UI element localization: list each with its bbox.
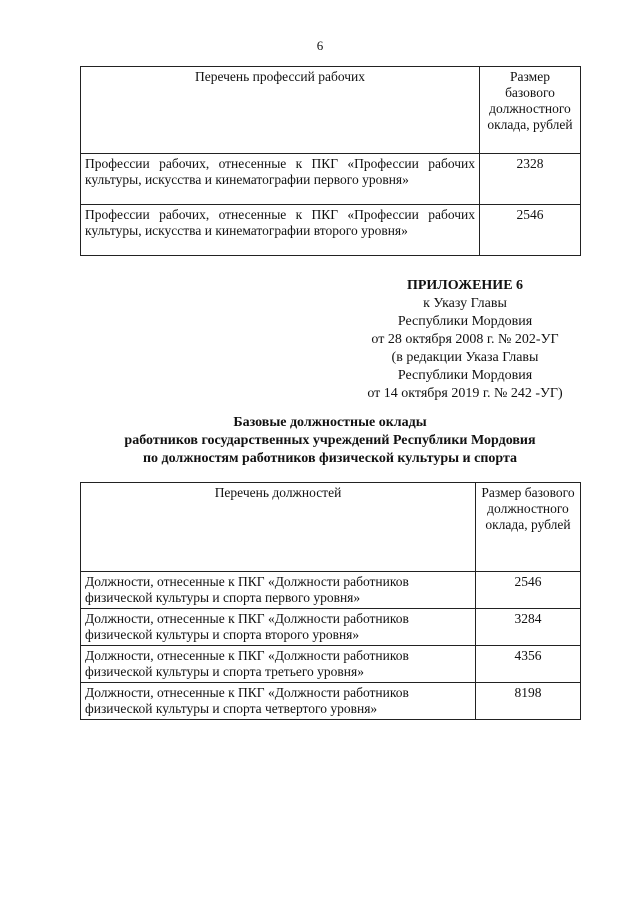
salary-value: 4356	[476, 646, 581, 683]
heading-line: Базовые должностные оклады	[233, 415, 427, 430]
appendix-line: от 14 октября 2019 г. № 242 -УГ)	[367, 386, 563, 401]
salary-value: 3284	[476, 609, 581, 646]
table-header-row	[81, 483, 581, 572]
table-row	[81, 205, 581, 256]
appendix-line: Республики Мордовия	[397, 314, 533, 329]
profession-name: Профессии рабочих, отнесенные к ПКГ «Профессии рабочих культуры, искусства и кинематографии первого уровня»	[81, 154, 480, 205]
table-row	[81, 683, 581, 720]
table-row	[81, 609, 581, 646]
heading-line: по должностям работников физической культуры и спорта	[142, 451, 518, 466]
appendix-line: к Указу Главы	[423, 296, 507, 311]
appendix-block	[330, 277, 600, 403]
appendix-line: от 28 октября 2008 г. № 202-УГ	[371, 332, 559, 347]
column-header-salary: Размер базового должностного оклада, рублей	[476, 483, 581, 572]
table-header-row	[81, 67, 581, 154]
appendix-title: ПРИЛОЖЕНИЕ 6	[406, 278, 524, 293]
salary-value: 2546	[476, 572, 581, 609]
salary-value: 8198	[476, 683, 581, 720]
salary-value: 2546	[480, 205, 581, 256]
salary-value: 2328	[480, 154, 581, 205]
position-name: Должности, отнесенные к ПКГ «Должности работников физической культуры и спорта первого уровня»	[81, 572, 476, 609]
column-header-positions: Перечень должностей	[81, 483, 476, 572]
position-name: Должности, отнесенные к ПКГ «Должности работников физической культуры и спорта четвертого уровня»	[81, 683, 476, 720]
sports-positions-table	[80, 482, 581, 720]
worker-professions-table	[80, 66, 581, 256]
appendix-line: (в редакции Указа Главы	[391, 350, 539, 365]
table-row	[81, 572, 581, 609]
table-row	[81, 154, 581, 205]
table-row	[81, 646, 581, 683]
profession-name: Профессии рабочих, отнесенные к ПКГ «Профессии рабочих культуры, искусства и кинематографии второго уровня»	[81, 205, 480, 256]
column-header-professions: Перечень профессий рабочих	[81, 67, 480, 154]
section-heading	[80, 414, 580, 468]
position-name: Должности, отнесенные к ПКГ «Должности работников физической культуры и спорта второго уровня»	[81, 609, 476, 646]
position-name: Должности, отнесенные к ПКГ «Должности работников физической культуры и спорта третьего уровня»	[81, 646, 476, 683]
heading-line: работников государственных учреждений Республики Мордовия	[124, 433, 536, 448]
appendix-line: Республики Мордовия	[397, 368, 533, 383]
page-number: 6	[316, 38, 324, 53]
column-header-salary: Размер базового должностного оклада, рублей	[480, 67, 581, 154]
